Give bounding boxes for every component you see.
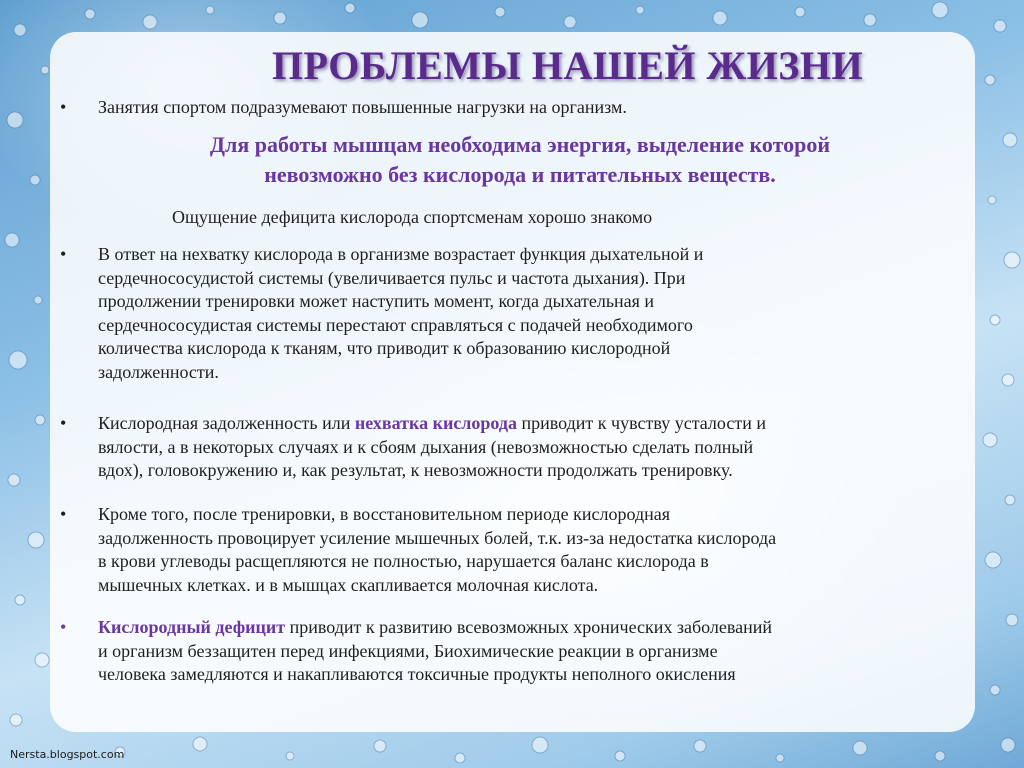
bullet: • xyxy=(60,244,67,264)
highlight-oxygen-deficit: Кислородный дефицит xyxy=(98,617,286,637)
paragraph-line: мышечных клетках. и в мышцах скапливается молочная кислота. xyxy=(98,574,599,595)
watermark: Nersta.blogspot.com xyxy=(10,748,125,761)
bullet: • xyxy=(60,504,67,524)
paragraph-line: В ответ на нехватку кислорода в организме возрастает функция дыхательной и xyxy=(98,244,704,264)
paragraph-line: продолжении тренировки может наступить момент, когда дыхательная и xyxy=(98,291,655,311)
intro-text: Занятия спортом подразумевают повышенные нагрузки на организм. xyxy=(98,97,627,117)
paragraph-line: вялости, а в некоторых случаях и к сбоям дыхания (невозможностью сделать полный xyxy=(98,436,754,457)
paragraph-line: и организм беззащитен перед инфекциями, Биохимические реакции в организме xyxy=(98,640,718,661)
text-segment: Кислородная задолженность или xyxy=(98,413,355,433)
paragraph-line: вдох), головокружению и, как результат, к невозможности продолжать тренировку. xyxy=(98,460,733,480)
paragraph-line: задолженность провоцирует усиление мышечных болей, т.к. из-за недостатка кислорода xyxy=(98,527,777,548)
paragraph-line: задолженности. xyxy=(98,361,219,382)
emphasis-line: невозможно без кислорода и питательных веществ. xyxy=(264,162,776,187)
paragraph-line: сердечнососудистой системы (увеличивается пульс и частота дыхания). При xyxy=(98,267,686,288)
bullet: • xyxy=(60,617,67,637)
oxygen-deficit-note: Ощущение дефицита кислорода спортсменам хорошо знакомо xyxy=(172,207,653,227)
paragraph-line: человека замедляются и накапливаются токсичные продукты неполного окисления xyxy=(98,664,736,684)
highlight-oxygen-shortage: нехватка кислорода xyxy=(354,413,517,433)
text-segment: приводит к развитию всевозможных хронических заболеваний xyxy=(285,617,773,637)
paragraph-line xyxy=(98,616,964,640)
bullet: • xyxy=(60,413,67,433)
slide-title: ПРОБЛЕМЫ НАШЕЙ ЖИЗНИ xyxy=(271,43,864,88)
bullet: • xyxy=(60,97,67,117)
emphasis-line: Для работы мышцам необходима энергия, выделение которой xyxy=(209,132,831,157)
paragraph-line xyxy=(98,412,964,436)
paragraph-line: в крови углеводы расщепляются не полностью, нарушается баланс кислорода в xyxy=(98,551,709,571)
text-segment: приводит к чувству усталости и xyxy=(517,413,766,433)
paragraph-line: сердечнососудистая системы перестают справляться с подачей необходимого xyxy=(98,314,693,335)
emphasis-paragraph xyxy=(90,130,950,190)
paragraph-line: количества кислорода к тканям, что приводит к образованию кислородной xyxy=(98,338,671,358)
paragraph-line: Кроме того, после тренировки, в восстановительном периоде кислородная xyxy=(98,504,671,524)
